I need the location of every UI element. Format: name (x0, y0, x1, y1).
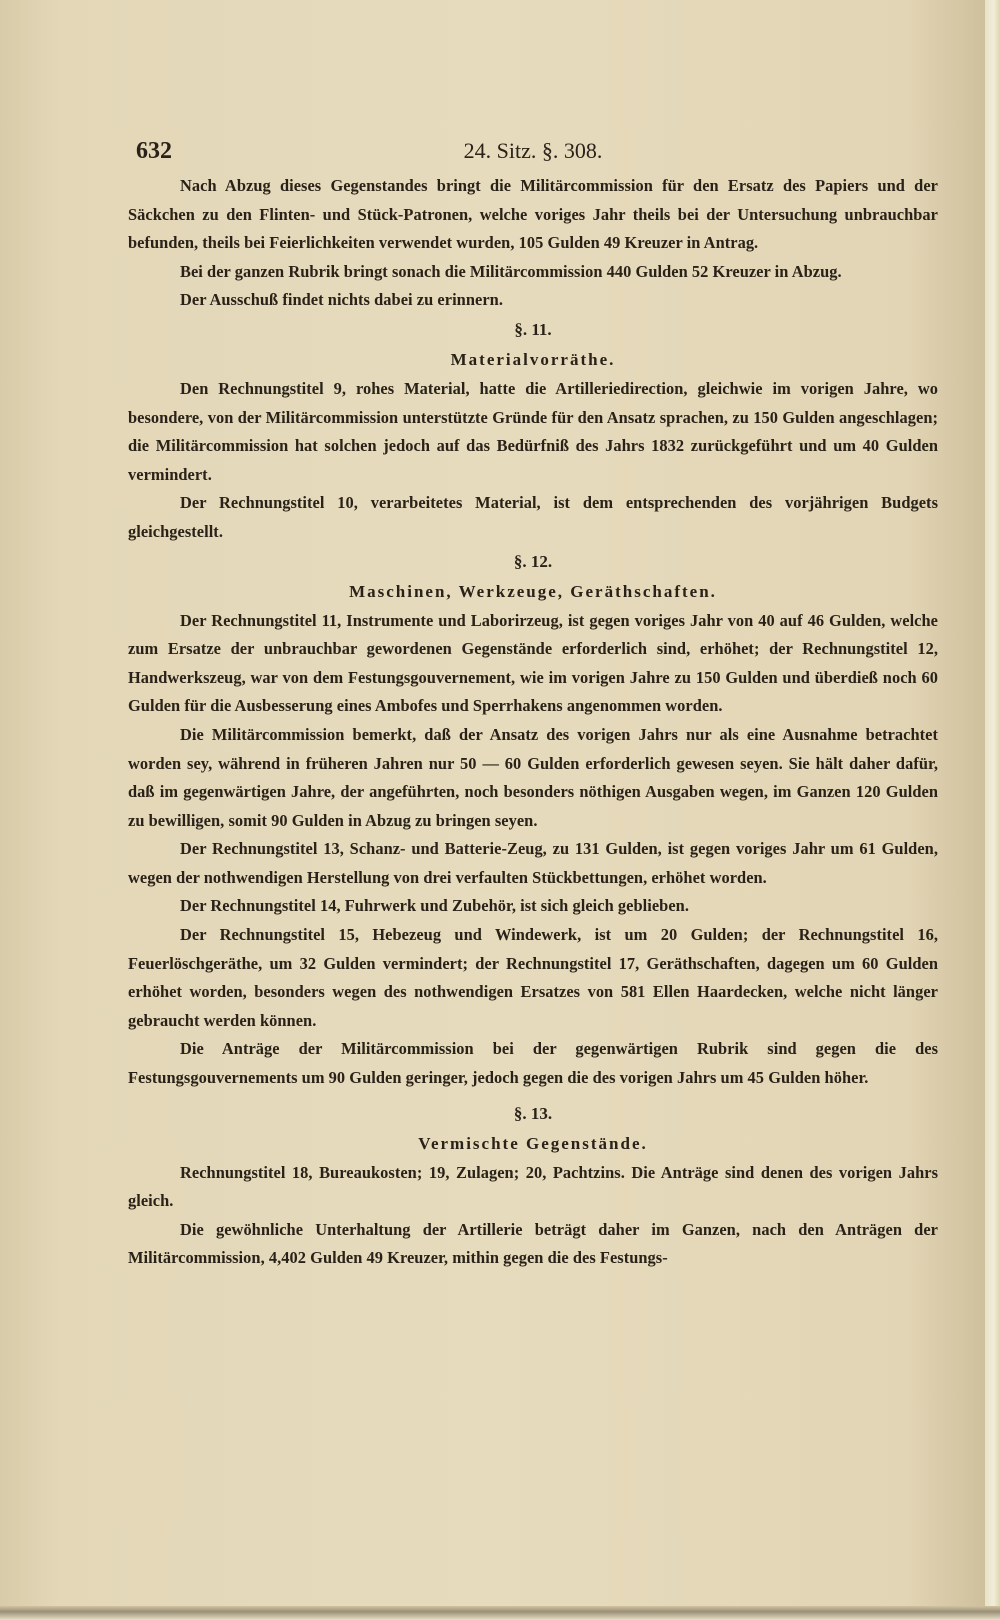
paragraph: Die Militärcommission bemerkt, daß der Ansatz des vorigen Jahrs nur als eine Ausnahme betrachtet worden sey, während in früheren Jahren nur 50 — 60 Gulden erforderlich gewesen seyen. Sie hält daher dafür, daß im gegenwärtigen Jahre, der angeführten, noch besonders nöthigen Ausgaben wegen, im Ganzen 120 Gulden zu bewilligen, somit 90 Gulden in Abzug zu bringen seyen. (128, 724, 938, 830)
section-title: Vermischte Gegenstände. (418, 1133, 648, 1153)
section-number: §. 13. (513, 1103, 553, 1123)
paragraph: Der Rechnungstitel 14, Fuhrwerk und Zubehör, ist sich gleich geblieben. (180, 896, 689, 916)
paragraph: Den Rechnungstitel 9, rohes Material, hatte die Artilleriedirection, gleichwie im vorigen Jahre, wo besondere, von der Militärcommission unterstützte Gründe für den Ansatz sprachen, zu 150 Gulden angeschlagen; die Militärcommission hat solchen jedoch auf das Bedürfniß des Jahrs 1832 zurückgeführt und um 40 Gulden vermindert. (128, 378, 938, 484)
paragraph: Der Ausschuß findet nichts dabei zu erinnern. (180, 290, 503, 310)
paragraph: Die gewöhnliche Unterhaltung der Artillerie beträgt daher im Ganzen, nach den Anträgen der Militärcommission, 4,402 Gulden 49 Kreuzer, mithin gegen die des Festungs- (128, 1219, 938, 1268)
page-header (128, 120, 938, 172)
page-edge (985, 0, 1000, 1620)
page-bottom-edge (0, 1606, 1000, 1620)
paragraph: Der Rechnungstitel 11, Instrumente und Laborirzeug, ist gegen voriges Jahr von 40 auf 46 Gulden, welche zum Ersatze der unbrauchbar gewordenen Gegenstände erforderlich sind, erhöhet; der Rechnungstitel 12, Handwerkszeug, war von dem Festungsgouvernement, wie im vorigen Jahre zu 150 Gulden und überdieß noch 60 Gulden für die Ausbesserung eines Ambofes und Sperrhakens angenommen worden. (128, 610, 938, 716)
paragraph: Der Rechnungstitel 13, Schanz- und Batterie-Zeug, zu 131 Gulden, ist gegen voriges Jahr um 61 Gulden, wegen der nothwendigen Herstellung von drei verfaulten Stückbettungen, erhöhet worden. (128, 839, 938, 887)
paragraph: Der Rechnungstitel 15, Hebezeug und Windewerk, ist um 20 Gulden; der Rechnungstitel 16, Feuerlöschgeräthe, um 32 Gulden vermindert; der Rechnungstitel 17, Geräthschaften, dagegen um 60 Gulden erhöhet worden, besonders wegen des nothwendigen Ersatzes von 581 Ellen Haardecken, welche nicht länger gebraucht werden können. (128, 925, 938, 1030)
section-title: Maschinen, Werkzeuge, Geräthschaften. (349, 581, 717, 601)
paragraph: Die Anträge der Militärcommission bei der gegenwärtigen Rubrik sind gegen die des Festungsgouvernements um 90 Gulden geringer, jedoch gegen die des vorigen Jahrs um 45 Gulden höher. (128, 1039, 938, 1088)
page-number: 632 (136, 138, 172, 164)
paragraph: Bei der ganzen Rubrik bringt sonach die Militärcommission 440 Gulden 52 Kreuzer in Abzug. (180, 261, 842, 281)
section-number: §. 12. (513, 551, 553, 571)
paragraph: Der Rechnungstitel 10, verarbeitetes Material, ist dem entsprechenden des vorjährigen Budgets gleichgestellt. (128, 493, 938, 541)
section-number: §. 11. (514, 319, 552, 339)
page-content (128, 120, 938, 1273)
paragraph: Nach Abzug dieses Gegenstandes bringt die Militärcommission für den Ersatz des Papiers und der Säckchen zu den Flinten- und Stück-Patronen, welche voriges Jahr theils bei der Untersuchung unbrauchbar befunden, theils bei Feierlichkeiten verwendet wurden, 105 Gulden 49 Kreuzer in Antrag. (128, 176, 938, 253)
section-title: Materialvorräthe. (450, 349, 616, 369)
paragraph: Rechnungstitel 18, Bureaukosten; 19, Zulagen; 20, Pachtzins. Die Anträge sind denen des vorigen Jahrs gleich. (128, 1162, 938, 1211)
running-head: 24. Sitz. §. 308. (463, 138, 603, 163)
